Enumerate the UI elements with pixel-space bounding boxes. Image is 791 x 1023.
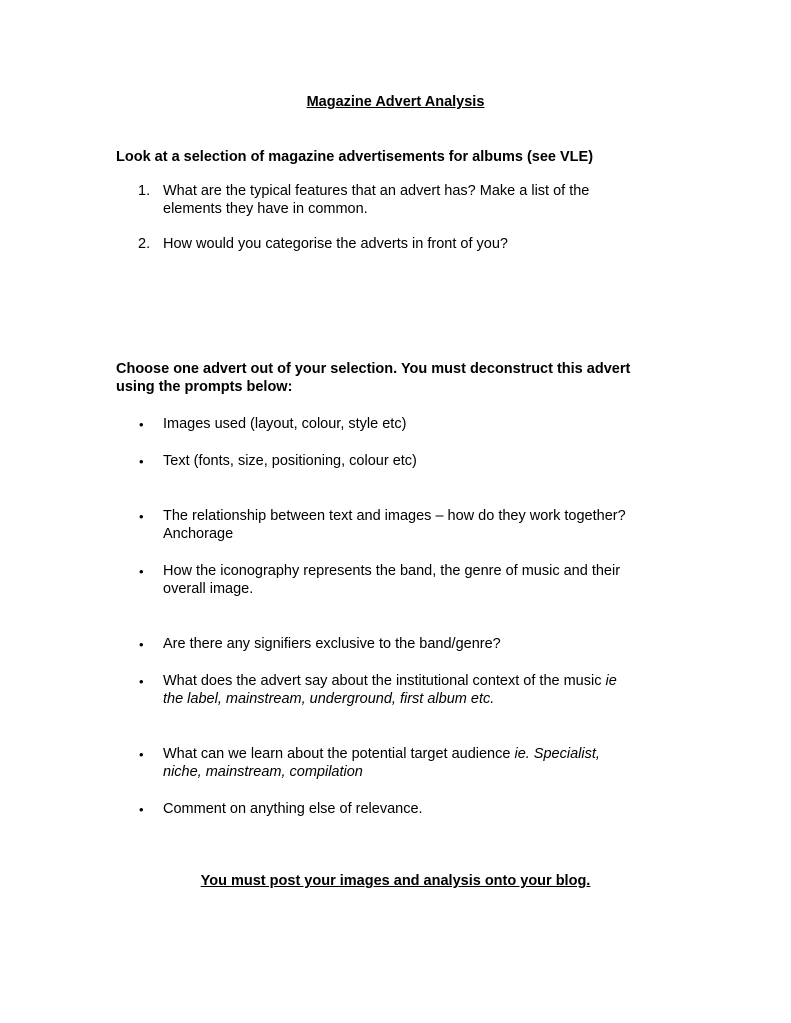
bullet-item-text: Images used (layout, colour, style etc) [163, 416, 407, 432]
bullet-item-text [163, 745, 600, 763]
bullet-item-text-continued [163, 690, 494, 708]
bullet-item-text-italic: the label, mainstream, underground, first album etc. [163, 691, 495, 707]
bullet-item-text: How the iconography represents the band, the genre of music and their [163, 563, 621, 579]
bullet-icon: • [139, 509, 144, 524]
bullet-icon: • [139, 454, 144, 469]
page-title: Magazine Advert Analysis [306, 94, 485, 110]
list-item-text: How would you categorise the adverts in front of you? [163, 236, 508, 252]
list-item-text-continued: elements they have in common. [163, 201, 368, 217]
footer-instruction: You must post your images and analysis onto your blog. [200, 873, 591, 889]
bullet-icon: • [139, 747, 144, 762]
bullet-item-text-italic: niche, mainstream, compilation [163, 764, 363, 780]
bullet-icon: • [139, 802, 144, 817]
bullet-item-text-italic: ie [605, 673, 617, 689]
bullet-item-text-continued: Anchorage [163, 526, 234, 542]
list-item-text: What are the typical features that an advert has? Make a list of the [163, 183, 590, 199]
bullet-item-text: Comment on anything else of relevance. [163, 801, 423, 817]
bullet-item-text-continued [163, 763, 363, 781]
bullet-icon: • [139, 637, 144, 652]
bullet-item-text: Are there any signifiers exclusive to the band/genre? [163, 636, 501, 652]
bullet-item-text: The relationship between text and images – how do they work together? [163, 508, 626, 524]
bullet-item-text-plain: What does the advert say about the institutional context of the music [163, 673, 606, 689]
bullet-item-text-plain: What can we learn about the potential target audience [163, 746, 515, 762]
section2-heading-continued: using the prompts below: [116, 379, 293, 395]
list-item-number: 2. [138, 236, 151, 252]
bullet-item-text-continued: overall image. [163, 581, 254, 597]
list-item-number: 1. [138, 183, 151, 199]
bullet-icon: • [139, 417, 144, 432]
section2-heading: Choose one advert out of your selection. You must deconstruct this advert [116, 361, 631, 377]
bullet-icon: • [139, 564, 144, 579]
section1-heading: Look at a selection of magazine advertisements for albums (see VLE) [116, 149, 594, 165]
bullet-icon: • [139, 674, 144, 689]
bullet-item-text-italic: ie. Specialist, [514, 746, 600, 762]
bullet-item-text [163, 672, 617, 690]
bullet-item-text: Text (fonts, size, positioning, colour etc) [163, 453, 417, 469]
